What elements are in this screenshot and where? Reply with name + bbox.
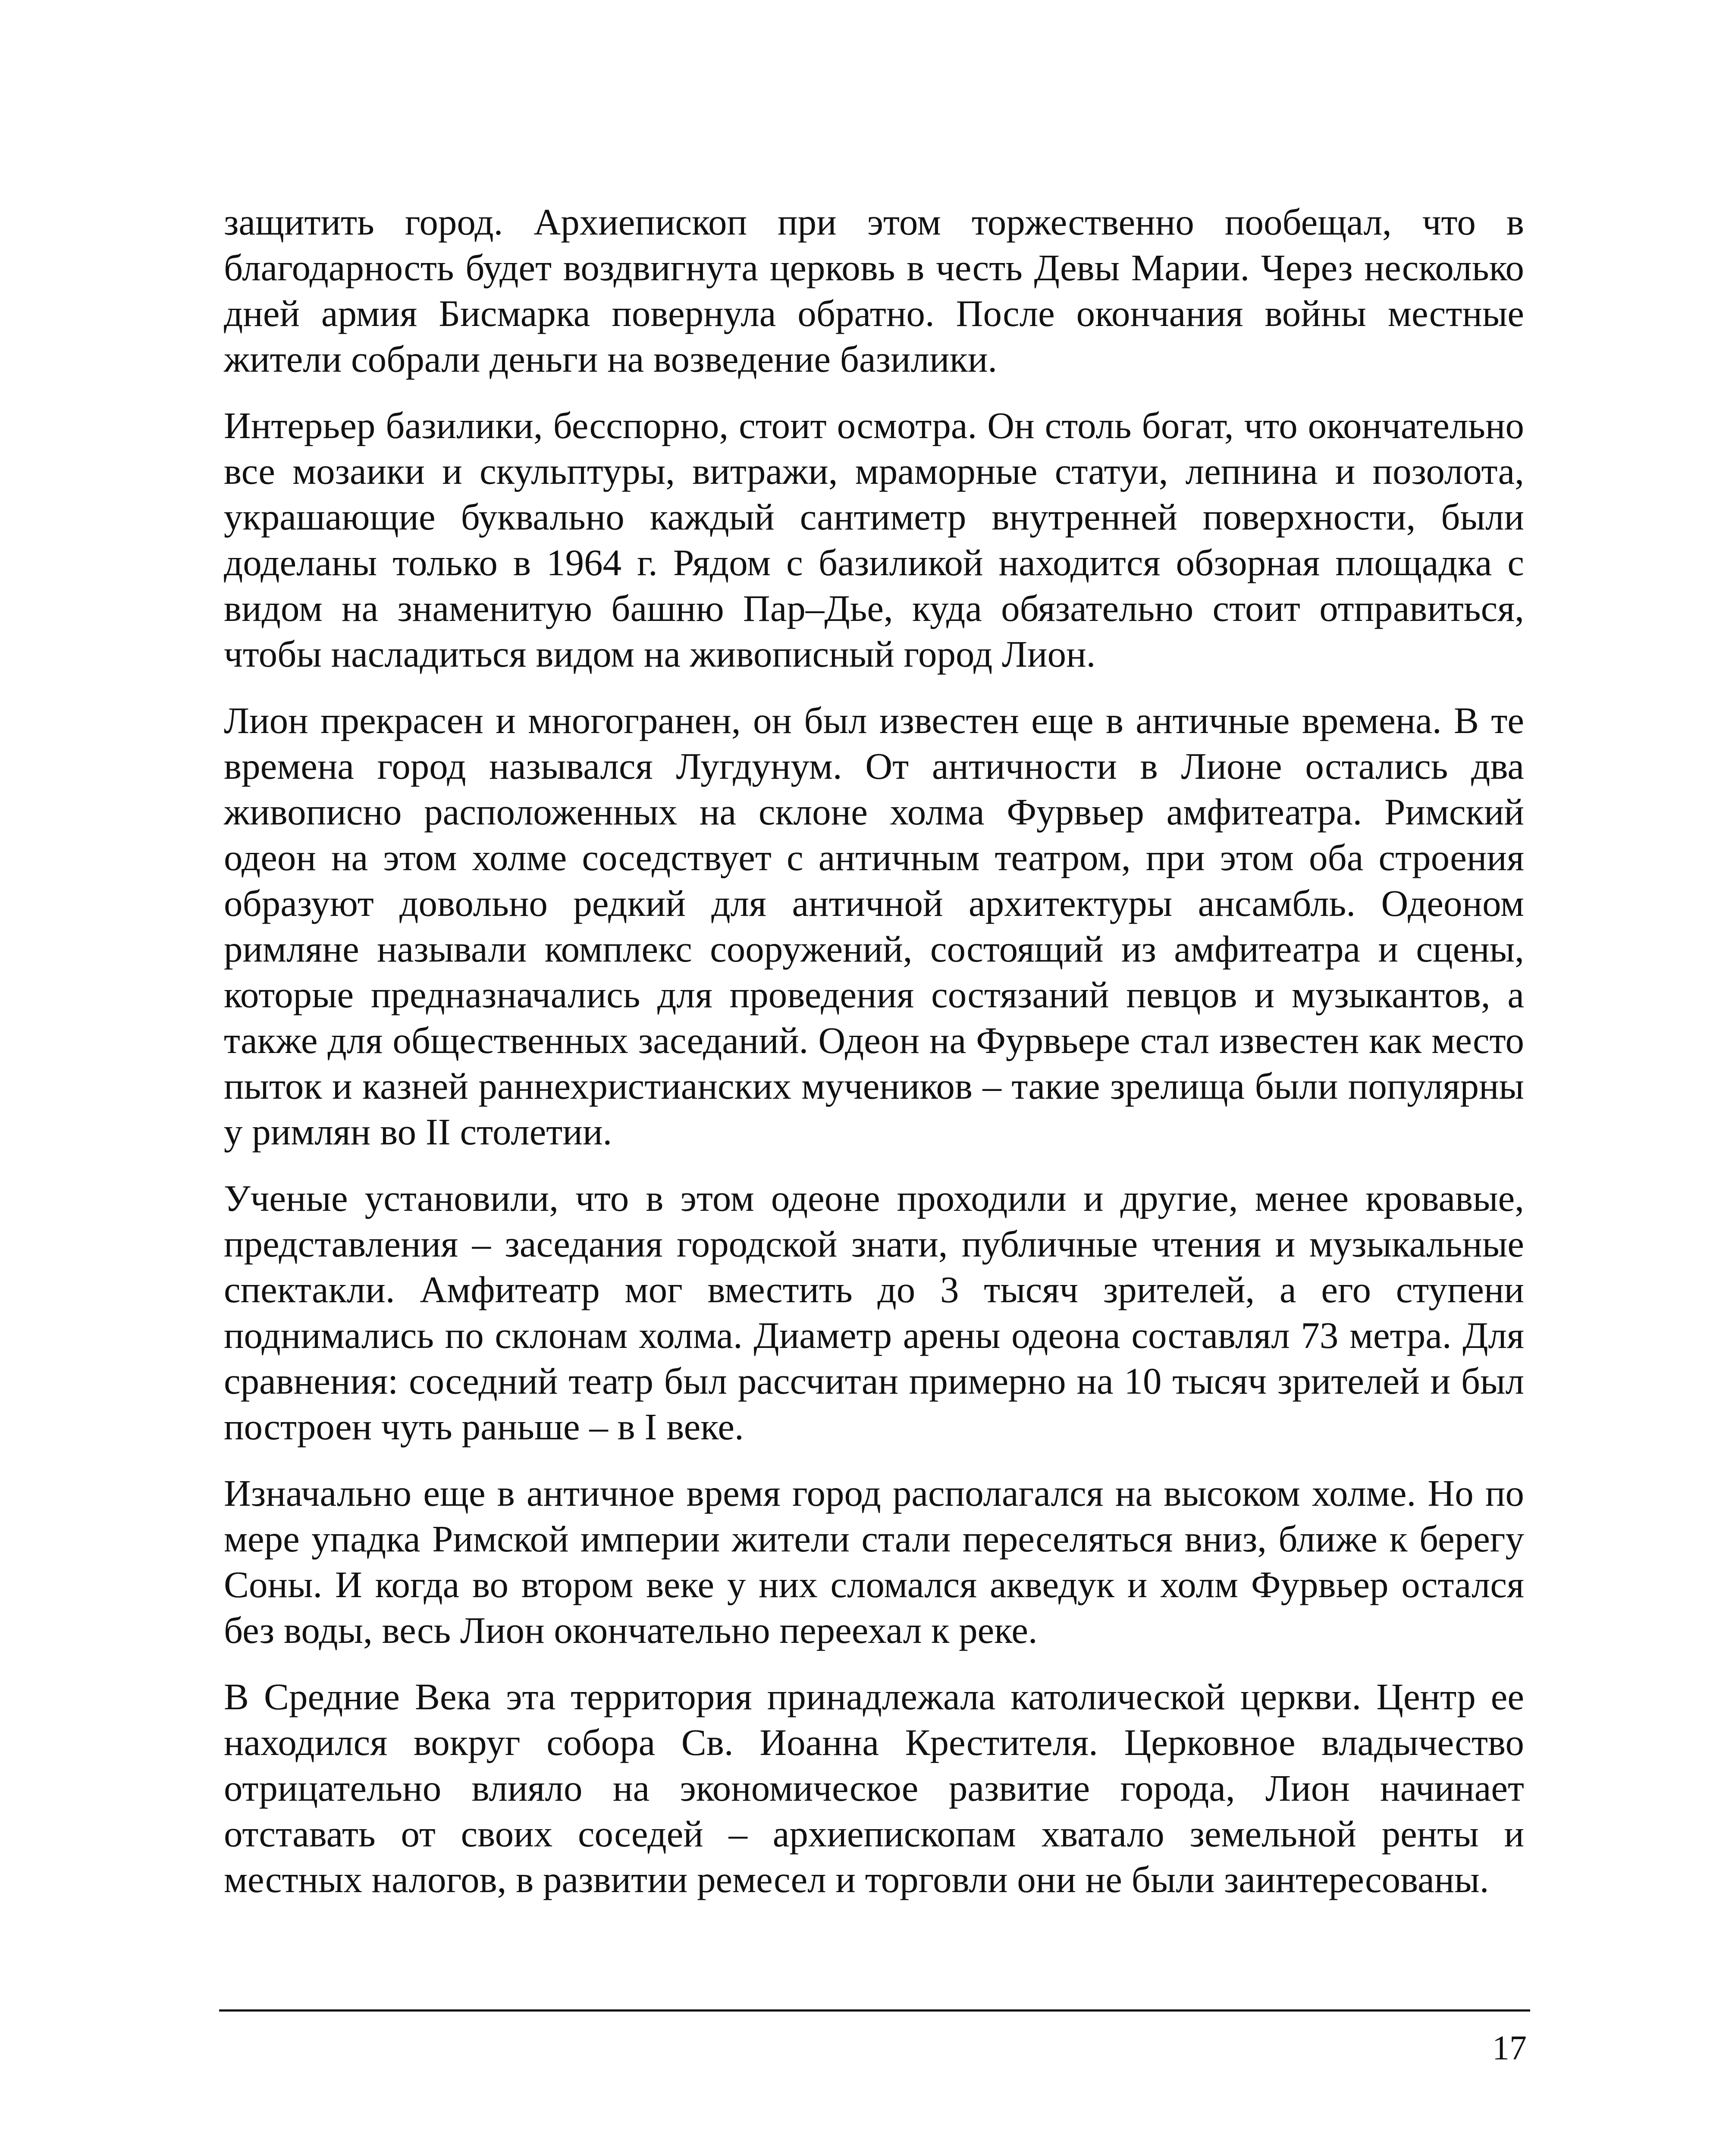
- paragraph-4: Ученые установили, что в этом одеоне проходили и другие, менее кровавые, представления – заседания городской знати, публичные чтения и музыкальные спектакли. Амфитеатр мог вместить до 3 тысяч зрителей, а его ступени поднимались по склонам холма. Диаметр арены одеона составлял 73 метра. Для сравнения: соседний театр был рассчитан примерно на 10 тысяч зрителей и был построен чуть раньше – в I веке.: [224, 1177, 1524, 1448]
- paragraph-5: Изначально еще в античное время город располагался на высоком холме. Но по мере упадка Римской империи жители стали переселяться вниз, ближе к берегу Соны. И когда во втором веке у них сломался акведук и холм Фурвьер остался без воды, весь Лион окончательно переехал к реке.: [224, 1472, 1524, 1651]
- footer-divider: [219, 2009, 1530, 2012]
- paragraph-6: В Средние Века эта территория принадлежала католической церкви. Центр ее находился вокруг собора Св. Иоанна Крестителя. Церковное владычество отрицательно влияло на экономическое развитие города, Лион начинает отставать от своих соседей – архиепископам хватало земельной ренты и местных налогов, в развитии ремесел и торговли они не были заинтересованы.: [224, 1676, 1524, 1900]
- paragraph-3: Лион прекрасен и многогранен, он был известен еще в античные времена. В те времена город назывался Лугдунум. От античности в Лионе остались два живописно расположенных на склоне холма Фурвьер амфитеатра. Римский одеон на этом холме соседствует с античным театром, при этом оба строения образуют довольно редкий для античной архитектуры ансамбль. Одеоном римляне называли комплекс сооружений, состоящий из амфитеатра и сцены, которые предназначались для проведения состязаний певцов и музыкантов, а также для общественных заседаний. Одеон на Фурвьере стал известен как место пыток и казней раннехристианских мучеников – такие зрелища были популярны у римлян во II столетии.: [224, 699, 1524, 1153]
- paragraph-2: Интерьер базилики, бесспорно, стоит осмотра. Он столь богат, что окончательно все мозаики и скульптуры, витражи, мраморные статуи, лепнина и позолота, украшающие буквально каждый сантиметр внутренней поверхности, были доделаны только в 1964 г. Рядом с базиликой находится обзорная площадка с видом на знаменитую башню Пар–Дье, куда обязательно стоит отправиться, чтобы насладиться видом на живописный город Лион.: [224, 404, 1524, 675]
- page-number: 17: [1492, 2029, 1527, 2067]
- body-text: [224, 199, 1524, 1923]
- paragraph-1: защитить город. Архиепископ при этом торжественно пообещал, что в благодарность будет воздвигнута церковь в честь Девы Марии. Через несколько дней армия Бисмарка повернула обратно. После окончания войны местные жители собрали деньги на возведение базилики.: [224, 201, 1524, 380]
